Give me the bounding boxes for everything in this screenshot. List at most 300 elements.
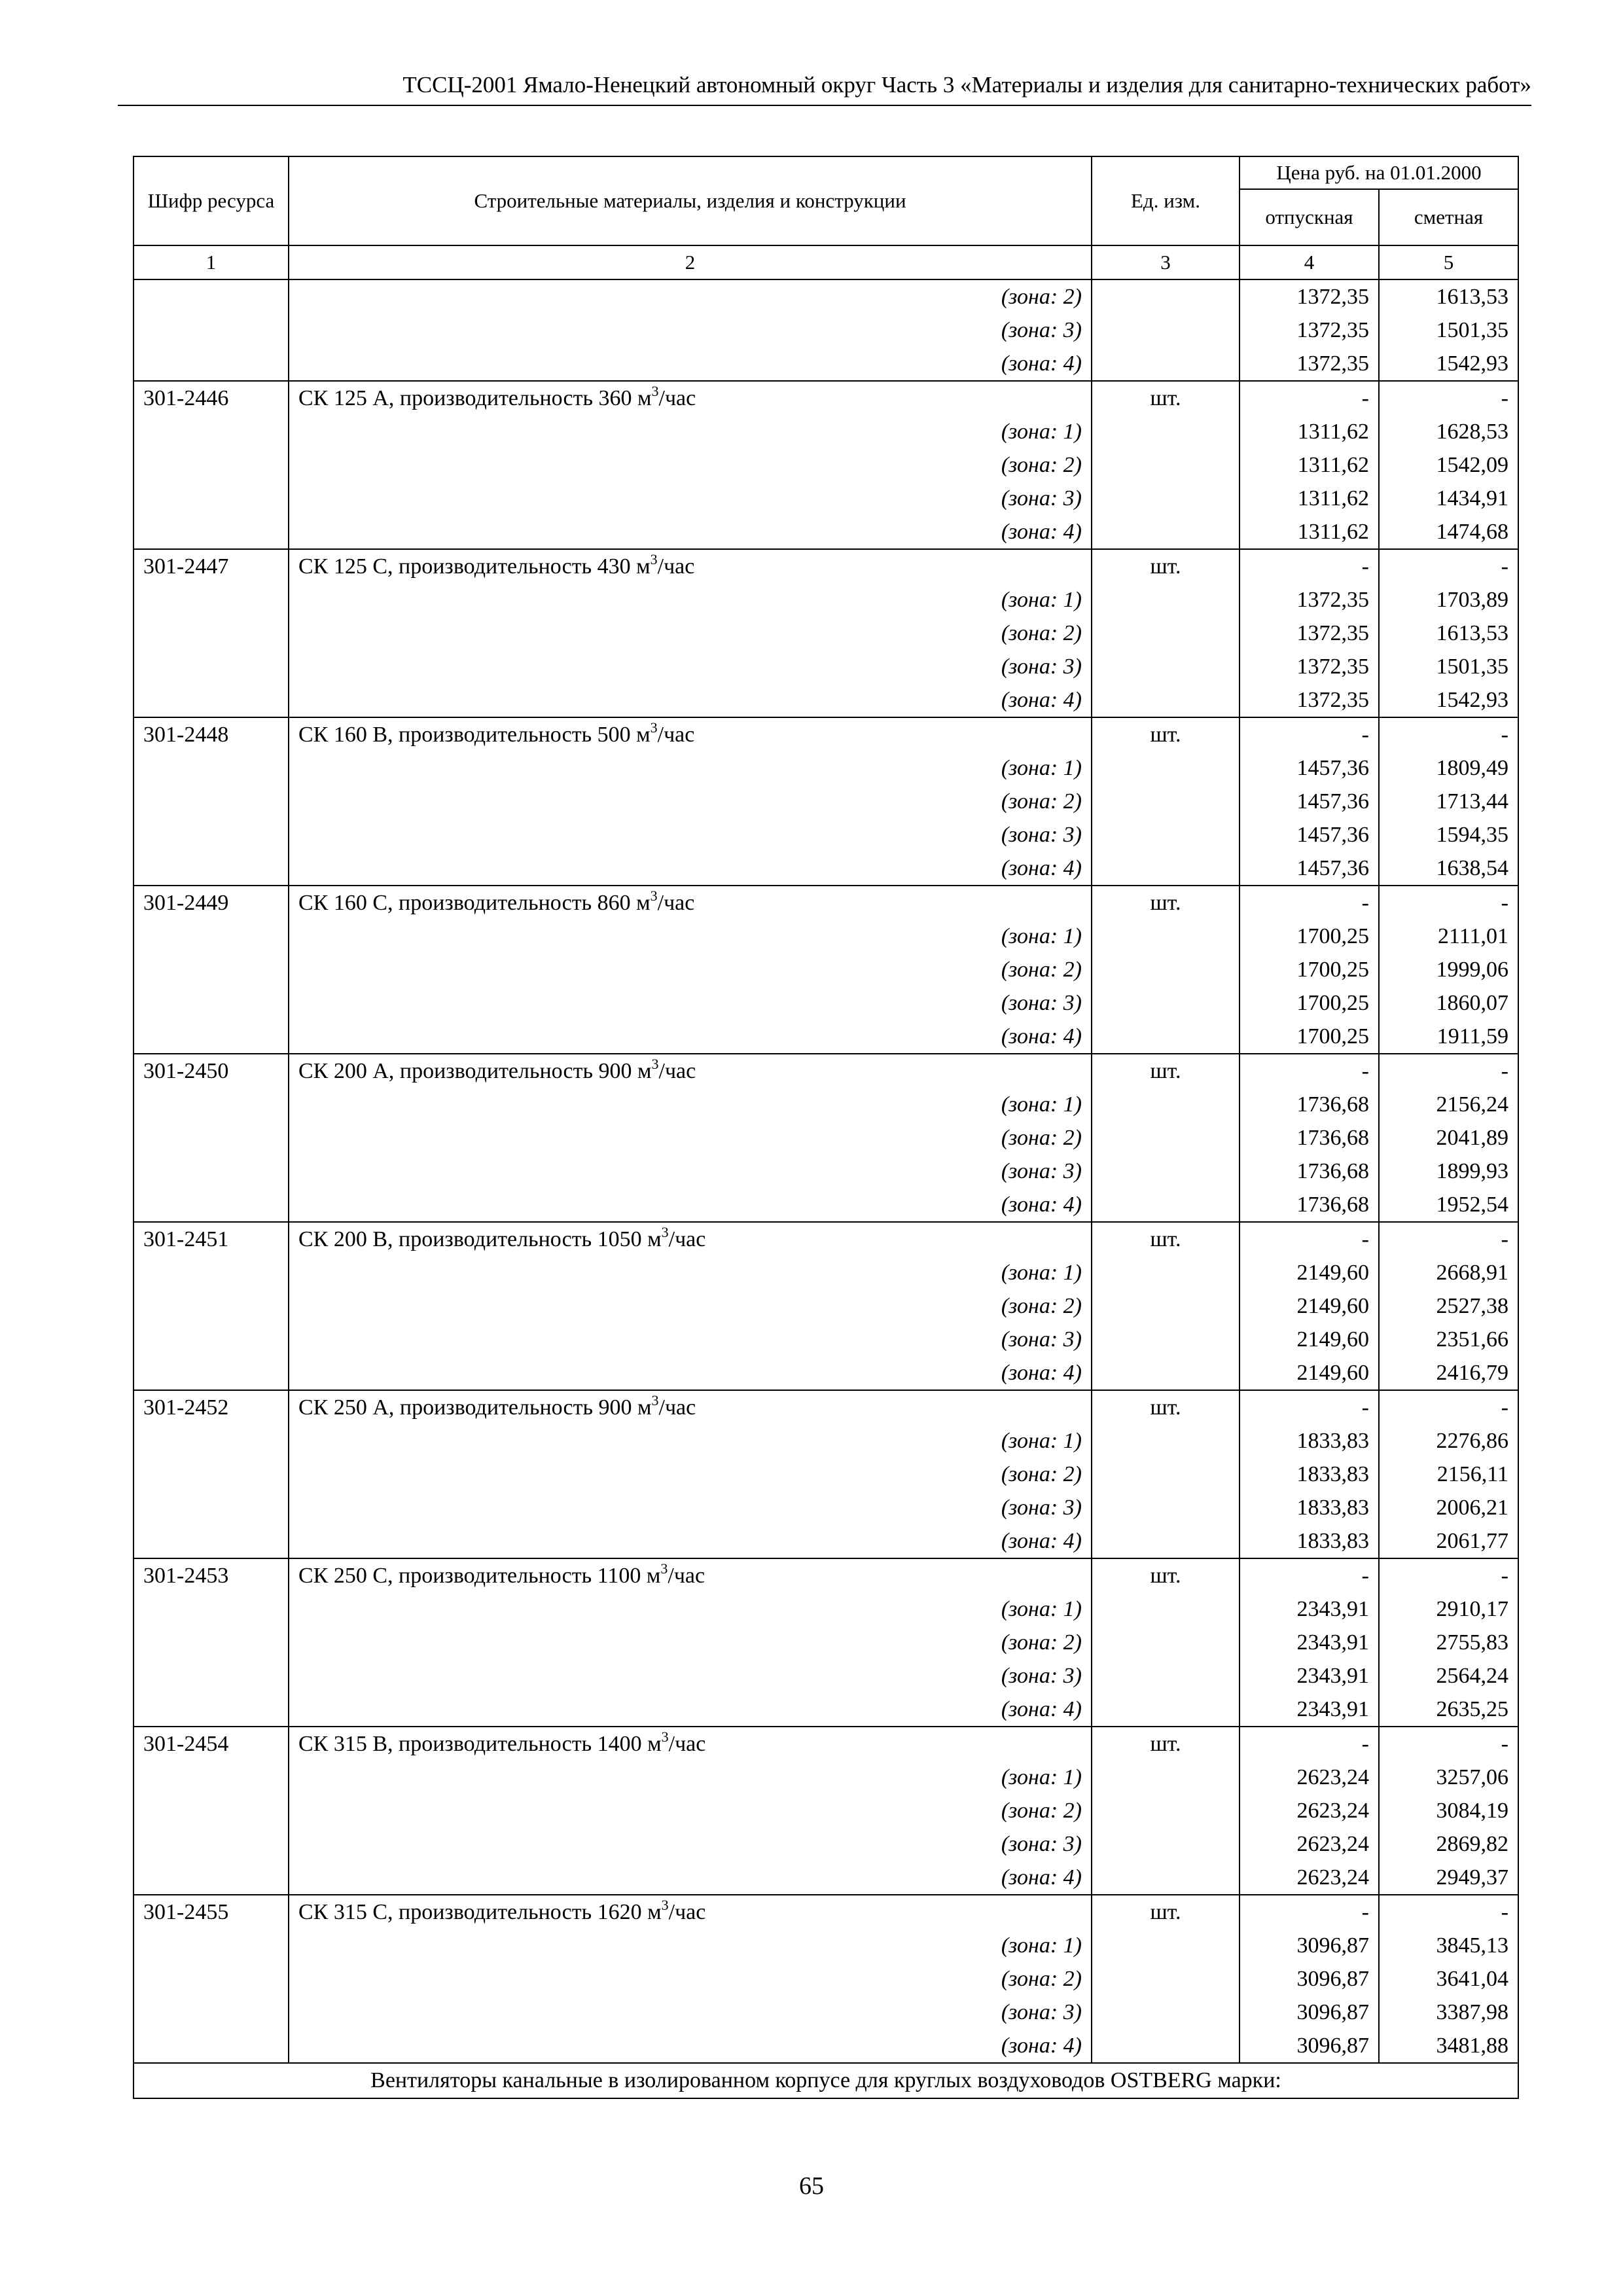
unit-cell [1092,1424,1240,1458]
release-price: 1457,36 [1240,751,1379,785]
resource-code-cell [134,1794,289,1827]
item-name-suffix: /час [657,554,695,579]
item-name-text: СК 250 С, производительность 1100 м [298,1564,661,1588]
unit-cell [1092,683,1240,717]
item-name-suffix: /час [658,1395,696,1420]
estimate-price: 2111,01 [1379,920,1518,953]
footer-row [134,2063,1518,2098]
resource-code-cell [134,1861,289,1895]
zone-row [134,515,1518,549]
estimate-price: 3084,19 [1379,1794,1518,1827]
zone-row [134,818,1518,852]
zone-label: (зона: 2) [289,1289,1092,1323]
zone-row [134,953,1518,986]
zone-label: (зона: 3) [289,986,1092,1020]
resource-code: 301-2446 [134,381,289,415]
resource-code: 301-2453 [134,1558,289,1592]
zone-label: (зона: 3) [289,650,1092,683]
estimate-price: 2949,37 [1379,1861,1518,1895]
release-price: - [1240,549,1379,583]
estimate-price: 1474,68 [1379,515,1518,549]
resource-code-cell [134,1929,289,1962]
zone-row [134,1155,1518,1188]
estimate-price: - [1379,717,1518,751]
resource-code: 301-2451 [134,1222,289,1256]
resource-code-cell [134,314,289,347]
resource-code-cell [134,1524,289,1558]
estimate-price: 1501,35 [1379,314,1518,347]
item-row [134,1558,1518,1592]
item-name-text: СК 315 В, производительность 1400 м [298,1732,662,1756]
unit-cell [1092,448,1240,482]
column-number: 5 [1379,245,1518,279]
item-name-text: СК 125 А, производительность 360 м [298,386,652,410]
unit-cell [1092,1827,1240,1861]
zone-row [134,1626,1518,1659]
zone-row [134,482,1518,515]
estimate-price: 1860,07 [1379,986,1518,1020]
estimate-price: 2668,91 [1379,1256,1518,1289]
unit-cell [1092,583,1240,617]
estimate-price: 1542,93 [1379,683,1518,717]
unit-of-measure: шт. [1092,1895,1240,1929]
unit-exponent: 3 [650,551,658,567]
estimate-price: 1594,35 [1379,818,1518,852]
zone-label: (зона: 4) [289,1524,1092,1558]
release-price: 2343,91 [1240,1626,1379,1659]
resource-code-cell [134,683,289,717]
zone-label: (зона: 2) [289,1626,1092,1659]
item-name-suffix: /час [657,723,695,747]
resource-code-cell [134,1626,289,1659]
release-price: 1736,68 [1240,1088,1379,1121]
estimate-price: 1613,53 [1379,279,1518,314]
release-price: 2343,91 [1240,1659,1379,1693]
zone-row [134,683,1518,717]
release-price: 1457,36 [1240,852,1379,886]
resource-code-cell [134,1659,289,1693]
unit-cell [1092,1121,1240,1155]
resource-code-cell [134,347,289,381]
header-price-group: Цена руб. на 01.01.2000 [1240,156,1518,189]
resource-code-cell [134,617,289,650]
resource-code-cell [134,1491,289,1524]
estimate-price: 2527,38 [1379,1289,1518,1323]
unit-cell [1092,1256,1240,1289]
zone-row [134,1693,1518,1727]
item-name [289,1895,1092,1929]
resource-code-cell [134,852,289,886]
estimate-price: 2006,21 [1379,1491,1518,1524]
release-price: - [1240,1895,1379,1929]
estimate-price: 2156,24 [1379,1088,1518,1121]
zone-label: (зона: 4) [289,1356,1092,1390]
estimate-price: - [1379,549,1518,583]
zone-label: (зона: 3) [289,818,1092,852]
resource-code-cell [134,1356,289,1390]
estimate-price: 1899,93 [1379,1155,1518,1188]
item-name-suffix: /час [668,1732,706,1756]
unit-cell [1092,1020,1240,1054]
unit-cell [1092,1693,1240,1727]
zone-label: (зона: 3) [289,314,1092,347]
release-price: 1736,68 [1240,1121,1379,1155]
zone-label: (зона: 1) [289,415,1092,448]
estimate-price: 1713,44 [1379,785,1518,818]
estimate-price: 3845,13 [1379,1929,1518,1962]
estimate-price: - [1379,1390,1518,1424]
release-price: 2343,91 [1240,1693,1379,1727]
resource-code-cell [134,650,289,683]
unit-cell [1092,1592,1240,1626]
zone-row [134,1827,1518,1861]
zone-label: (зона: 2) [289,785,1092,818]
column-number: 4 [1240,245,1379,279]
unit-cell [1092,1356,1240,1390]
estimate-price: 3481,88 [1379,2029,1518,2063]
zone-label: (зона: 3) [289,1659,1092,1693]
zone-label: (зона: 2) [289,448,1092,482]
release-price: - [1240,1558,1379,1592]
resource-code: 301-2452 [134,1390,289,1424]
page-number: 65 [799,2172,824,2200]
estimate-price: 2564,24 [1379,1659,1518,1693]
header-unit: Ед. изм. [1092,156,1240,245]
unit-of-measure: шт. [1092,1054,1240,1088]
resource-code-cell [134,986,289,1020]
estimate-price: 2276,86 [1379,1424,1518,1458]
unit-cell [1092,785,1240,818]
release-price: 1311,62 [1240,448,1379,482]
release-price: 3096,87 [1240,1962,1379,1996]
release-price: 1833,83 [1240,1458,1379,1491]
unit-cell [1092,415,1240,448]
unit-cell [1092,1458,1240,1491]
resource-code-cell [134,279,289,314]
unit-of-measure: шт. [1092,717,1240,751]
resource-code-cell [134,818,289,852]
unit-cell [1092,986,1240,1020]
zone-row [134,1929,1518,1962]
resource-code: 301-2448 [134,717,289,751]
zone-label: (зона: 3) [289,482,1092,515]
item-name-text: СК 250 А, производительность 900 м [298,1395,652,1420]
unit-cell [1092,314,1240,347]
resource-code-cell [134,1592,289,1626]
zone-label: (зона: 1) [289,1256,1092,1289]
estimate-price: 2755,83 [1379,1626,1518,1659]
item-name-suffix: /час [658,1059,696,1083]
item-row [134,1054,1518,1088]
resource-code: 301-2449 [134,886,289,920]
estimate-price: - [1379,1895,1518,1929]
estimate-price: - [1379,1222,1518,1256]
release-price: - [1240,1727,1379,1761]
resource-code-cell [134,2029,289,2063]
resource-code-cell [134,1155,289,1188]
zone-row [134,1962,1518,1996]
zone-label: (зона: 2) [289,1121,1092,1155]
zone-label: (зона: 4) [289,515,1092,549]
resource-code-cell [134,1424,289,1458]
resource-code-cell [134,1256,289,1289]
resource-code-cell [134,953,289,986]
zone-label: (зона: 4) [289,1861,1092,1895]
unit-exponent: 3 [660,1560,668,1577]
zone-row [134,1996,1518,2029]
zone-label: (зона: 4) [289,1693,1092,1727]
unit-cell [1092,1289,1240,1323]
estimate-price: 2041,89 [1379,1121,1518,1155]
zone-label: (зона: 4) [289,347,1092,381]
resource-code-cell [134,482,289,515]
release-price: 1372,35 [1240,347,1379,381]
resource-code-cell [134,1289,289,1323]
estimate-price: 2910,17 [1379,1592,1518,1626]
zone-row [134,852,1518,886]
estimate-price: - [1379,1727,1518,1761]
resource-code-cell [134,920,289,953]
estimate-price: 2061,77 [1379,1524,1518,1558]
zone-row [134,920,1518,953]
release-price: 1457,36 [1240,818,1379,852]
unit-cell [1092,347,1240,381]
resource-code-cell [134,1962,289,1996]
unit-cell [1092,953,1240,986]
estimate-price: 1999,06 [1379,953,1518,986]
estimate-price: 3641,04 [1379,1962,1518,1996]
release-price: 2149,60 [1240,1323,1379,1356]
release-price: 1700,25 [1240,953,1379,986]
item-name [289,1390,1092,1424]
header-release: отпускная [1240,189,1379,245]
release-price: 2149,60 [1240,1256,1379,1289]
estimate-price: 1501,35 [1379,650,1518,683]
unit-cell [1092,482,1240,515]
zone-label: (зона: 1) [289,1088,1092,1121]
zone-label: (зона: 3) [289,1827,1092,1861]
resource-code: 301-2450 [134,1054,289,1088]
release-price: - [1240,886,1379,920]
zone-label: (зона: 3) [289,1155,1092,1188]
item-row [134,1727,1518,1761]
unit-exponent: 3 [661,1897,669,1913]
column-number: 1 [134,245,289,279]
resource-code-cell [134,1188,289,1222]
zone-label: (зона: 3) [289,1996,1092,2029]
unit-cell [1092,617,1240,650]
item-name-suffix: /час [657,891,695,915]
zone-label: (зона: 1) [289,583,1092,617]
release-price: 1457,36 [1240,785,1379,818]
estimate-price: 1542,93 [1379,347,1518,381]
unit-cell [1092,279,1240,314]
resource-code-cell [134,583,289,617]
release-price: 1833,83 [1240,1424,1379,1458]
resource-code-cell [134,1088,289,1121]
release-price: 2623,24 [1240,1761,1379,1794]
item-name [289,1222,1092,1256]
zone-label: (зона: 4) [289,683,1092,717]
unit-of-measure: шт. [1092,381,1240,415]
release-price: 2149,60 [1240,1356,1379,1390]
resource-code: 301-2454 [134,1727,289,1761]
zone-label: (зона: 2) [289,1962,1092,1996]
release-price: 2623,24 [1240,1827,1379,1861]
release-price: 1372,35 [1240,583,1379,617]
resource-code-cell [134,1020,289,1054]
unit-cell [1092,2029,1240,2063]
zone-label: (зона: 2) [289,617,1092,650]
unit-of-measure: шт. [1092,1222,1240,1256]
zone-row [134,1524,1518,1558]
resource-code-cell [134,785,289,818]
estimate-price: - [1379,381,1518,415]
item-name [289,1727,1092,1761]
unit-cell [1092,1088,1240,1121]
resource-code-cell [134,1458,289,1491]
zone-label: (зона: 2) [289,953,1092,986]
estimate-price: 1911,59 [1379,1020,1518,1054]
unit-exponent: 3 [650,719,658,736]
estimate-price: - [1379,886,1518,920]
item-name-text: СК 160 В, производительность 500 м [298,723,651,747]
resource-code: 301-2447 [134,549,289,583]
zone-row [134,1188,1518,1222]
release-price: 1700,25 [1240,1020,1379,1054]
resource-code-cell [134,415,289,448]
unit-cell [1092,1996,1240,2029]
unit-cell [1092,1929,1240,1962]
unit-cell [1092,1761,1240,1794]
unit-cell [1092,1626,1240,1659]
release-price: - [1240,1054,1379,1088]
unit-of-measure: шт. [1092,1727,1240,1761]
estimate-price: - [1379,1558,1518,1592]
unit-cell [1092,1491,1240,1524]
footer-text: Вентиляторы канальные в изолированном корпусе для круглых воздуховодов OSTBERG марки: [134,2063,1518,2098]
unit-cell [1092,515,1240,549]
item-name-text: СК 200 А, производительность 900 м [298,1059,652,1083]
resource-code-cell [134,515,289,549]
zone-row [134,279,1518,314]
release-price: 1372,35 [1240,617,1379,650]
release-price: 2149,60 [1240,1289,1379,1323]
estimate-price: 2635,25 [1379,1693,1518,1727]
zone-label: (зона: 1) [289,1761,1092,1794]
zone-row [134,617,1518,650]
item-row [134,1895,1518,1929]
zone-label: (зона: 4) [289,2029,1092,2063]
zone-row [134,583,1518,617]
release-price: 1372,35 [1240,314,1379,347]
resource-code-cell [134,1827,289,1861]
zone-label: (зона: 1) [289,1424,1092,1458]
zone-row [134,1020,1518,1054]
zone-row [134,1659,1518,1693]
estimate-price: 3257,06 [1379,1761,1518,1794]
item-name [289,549,1092,583]
release-price: - [1240,717,1379,751]
release-price: 1372,35 [1240,650,1379,683]
zone-label: (зона: 4) [289,852,1092,886]
zone-label: (зона: 1) [289,751,1092,785]
estimate-price: 1542,09 [1379,448,1518,482]
resource-code-cell [134,1996,289,2029]
zone-label: (зона: 2) [289,279,1092,314]
zone-row [134,1592,1518,1626]
unit-cell [1092,1962,1240,1996]
unit-cell [1092,920,1240,953]
zone-label: (зона: 1) [289,920,1092,953]
item-name [289,717,1092,751]
resource-code-cell [134,1121,289,1155]
zone-row [134,1424,1518,1458]
release-price: 1311,62 [1240,515,1379,549]
release-price: 1311,62 [1240,482,1379,515]
zone-row [134,448,1518,482]
resource-code-cell [134,1761,289,1794]
zone-row [134,1256,1518,1289]
release-price: 1700,25 [1240,986,1379,1020]
estimate-price: 1809,49 [1379,751,1518,785]
item-name-suffix: /час [668,1564,705,1588]
item-row [134,1390,1518,1424]
estimate-price: 2156,11 [1379,1458,1518,1491]
zone-label: (зона: 2) [289,1794,1092,1827]
zone-label: (зона: 1) [289,1592,1092,1626]
release-price: 1736,68 [1240,1155,1379,1188]
unit-cell [1092,1861,1240,1895]
estimate-price: 3387,98 [1379,1996,1518,2029]
unit-cell [1092,1659,1240,1693]
header-estimate: сметная [1379,189,1518,245]
item-row [134,1222,1518,1256]
release-price: 1311,62 [1240,415,1379,448]
item-name [289,886,1092,920]
zone-label: (зона: 3) [289,1323,1092,1356]
zone-row [134,314,1518,347]
zone-row [134,1121,1518,1155]
zone-row [134,415,1518,448]
unit-cell [1092,1524,1240,1558]
unit-exponent: 3 [651,1392,659,1408]
zone-row [134,1491,1518,1524]
item-row [134,549,1518,583]
estimate-price: 1613,53 [1379,617,1518,650]
estimate-price: - [1379,1054,1518,1088]
zone-row [134,1356,1518,1390]
item-row [134,886,1518,920]
release-price: 1736,68 [1240,1188,1379,1222]
item-name-suffix: /час [668,1227,706,1251]
unit-exponent: 3 [651,1056,659,1072]
zone-row [134,1088,1518,1121]
estimate-price: 1628,53 [1379,415,1518,448]
table-body [134,279,1518,2098]
unit-exponent: 3 [661,1224,669,1240]
unit-cell [1092,751,1240,785]
zone-row [134,1794,1518,1827]
release-price: 2343,91 [1240,1592,1379,1626]
zone-label: (зона: 1) [289,1929,1092,1962]
unit-cell [1092,650,1240,683]
resource-code-cell [134,751,289,785]
release-price: 1700,25 [1240,920,1379,953]
release-price: 3096,87 [1240,2029,1379,2063]
estimate-price: 1434,91 [1379,482,1518,515]
unit-cell [1092,1155,1240,1188]
